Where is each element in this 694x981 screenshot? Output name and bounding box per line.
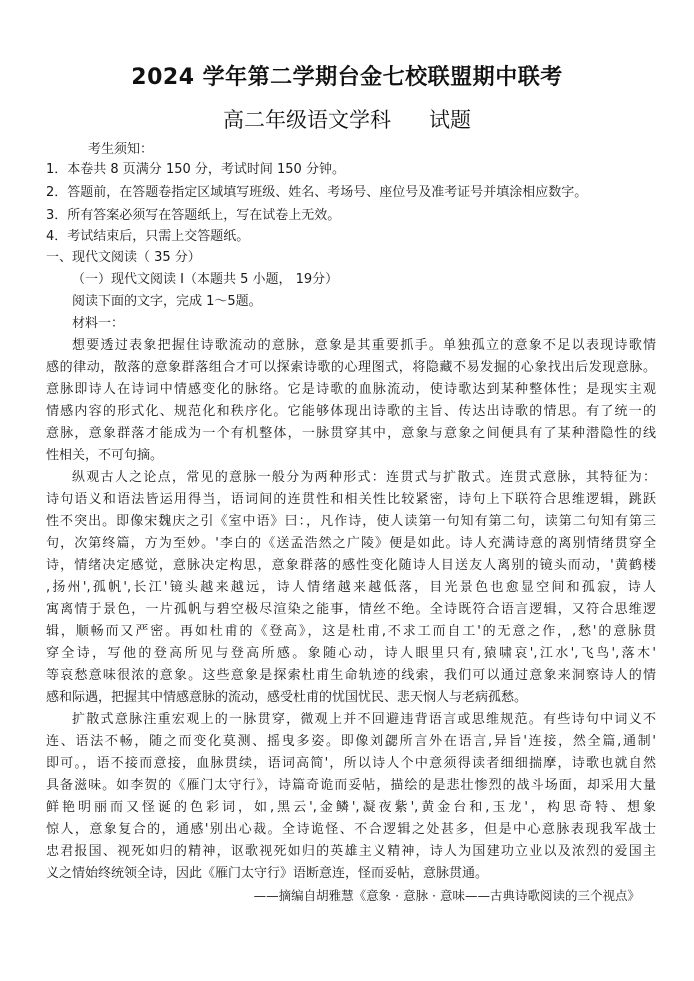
body-line: 寓离情于景色，一片孤帆与碧空极尽渲染之能事，情丝不绝。全诗既符合语言逻辑，又符合思维逻 — [46, 602, 656, 617]
notice-item: 4．考试结束后，只需上交答题纸。 — [46, 229, 250, 244]
notice-item: 3．所有答案必须写在答题纸上，写在试卷上无效。 — [46, 208, 341, 223]
body-line: 忠君报国、视死如归的精神，讴歌视死如归的英雄主义精神，诗人为国建功立业以及浓烈的爱国主 — [46, 844, 656, 859]
body-line: 想要透过表象把握住诗歌流动的意脉，意象是其重要抓手。单独孤立的意象不足以表现诗歌情 — [72, 338, 656, 353]
body-line: 鲜艳明丽而又怪诞的色彩词，如,黑云',金鳞',凝夜紫',黄金台和,玉龙'，构思奇特、想象 — [46, 800, 656, 815]
source-citation: ——摘编自胡雅慧《意象 · 意脉 · 意味——古典诗歌阅读的三个视点》 — [253, 888, 640, 903]
body-line: 诗句语义和语法皆运用得当，语词间的连贯性和相关性比较紧密，诗句上下联符合思维逻辑，跳跃 — [46, 492, 656, 507]
sub-section-heading: （一）现代文阅读 I（本题共 5 小题， 19分） — [72, 272, 339, 287]
notice-item: 2．答题前，在答题卷指定区域填写班级、姓名、考场号、座位号及准考证号并填涂相应数字。 — [46, 185, 588, 200]
body-line: 义之情始终统领全诗，因此《雁门太守行》语断意连，怪而妥帖，意脉贯通。 — [46, 866, 489, 881]
exam-title: 2024 学年第二学期台金七校联盟期中联考 — [131, 65, 563, 90]
body-line: 句，次第终篇，方为至妙。'李白的《送孟浩然之广陵》便是如此。诗人充满诗意的离别情绪贯穿全 — [46, 536, 656, 551]
body-line: 辑，顺畅而又严密。再如杜甫的《登高》，这是杜甫,不求工而自工'的无意之作，,愁'的意脉贯 — [46, 624, 656, 639]
paper-label: 试题 — [429, 108, 471, 132]
body-line: 意脉，意象群落才能成为一个有机整体，一脉贯穿其中，意象与意象之间便具有了某种潜隐性的线 — [46, 426, 656, 441]
material-label: 材料一： — [72, 316, 125, 331]
body-line: 纵观古人之论点，常见的意脉一般分为两种形式：连贯式与扩散式。连贯式意脉，其特征为： — [72, 470, 656, 485]
reading-instruction: 阅读下面的文字，完成 1～5题。 — [72, 294, 262, 309]
body-line: ,扬州',孤帆',长江'镜头越来越远，诗人情绪越来越低落，目光景色也愈显空间和孤寂，诗人 — [46, 580, 656, 595]
body-line: 情感内容的形式化、规范化和秩序化。它能够体现出诗歌的主旨、传达出诗歌的情思。有了统一的 — [46, 404, 656, 419]
body-line: 感的律动，散落的意象群落组合才可以探索诗歌的心理图式，将隐藏不易发掘的心象找出后发现意脉。 — [46, 360, 656, 375]
body-line: 惊人，意象复合的，通感'别出心裁。全诗诡怪、不合逻辑之处甚多，但是中心意脉表现我军战士 — [46, 822, 656, 837]
body-line: 扩散式意脉注重宏观上的一脉贯穿，微观上并不回避违背语言或思维规范。有些诗句中词义不 — [72, 712, 656, 727]
body-line: 穿全诗，写他的登高所见与登高所感。象随心动，诗人眼里只有,猿啸哀',江水',飞鸟',落木' — [46, 646, 656, 661]
body-line: 连、语法不畅，随之而变化莫测、摇曳多姿。即像刘勰所言外在语言,异旨'连接，然全篇,通制' — [46, 734, 656, 749]
body-line: 性相关，不可句摘。 — [46, 448, 164, 463]
body-line: 意脉即诗人在诗词中情感变化的脉络。它是诗歌的血脉流动，使诗歌达到某种整体性；是现实主观 — [46, 382, 656, 397]
body-line: 诗，情绪决定感觉，意脉决定构思，意象群落的感性变化随诗人目送友人离别的镜头而动，'黄鹤楼 — [46, 558, 656, 573]
body-line: 性不突出。即像宋魏庆之引《室中语》曰：，凡作诗，使人读第一句知有第二句，读第二句知有第三 — [46, 514, 656, 529]
notice-item: 1．本卷共 8 页满分 150 分，考试时间 150 分钟。 — [46, 162, 345, 177]
section-heading: 一、现代文阅读（ 35 分） — [46, 250, 201, 265]
body-line: 感和际遇，把握其中情感意脉的流动，感受杜甫的忧国忧民、悲天悯人与老病孤愁。 — [46, 690, 528, 705]
notice-heading: 考生须知： — [88, 142, 154, 157]
subject-label: 高二年级语文学科 — [223, 108, 391, 132]
body-line: 等哀愁意味很浓的意象。这些意象是探索杜甫生命轨迹的线索，我们可以通过意象来洞察诗人的情 — [46, 668, 656, 683]
body-line: 即可。，语不接而意接，血脉贯续，语词高简'，所以诗人个中意须得读者细细揣摩，诗歌也就自然 — [46, 756, 656, 771]
body-line: 具备滋味。如李贺的《雁门太守行》，诗篇奇诡而妥帖，描绘的是悲壮惨烈的战斗场面，却采用大量 — [46, 778, 656, 793]
exam-subtitle — [0, 104, 694, 134]
